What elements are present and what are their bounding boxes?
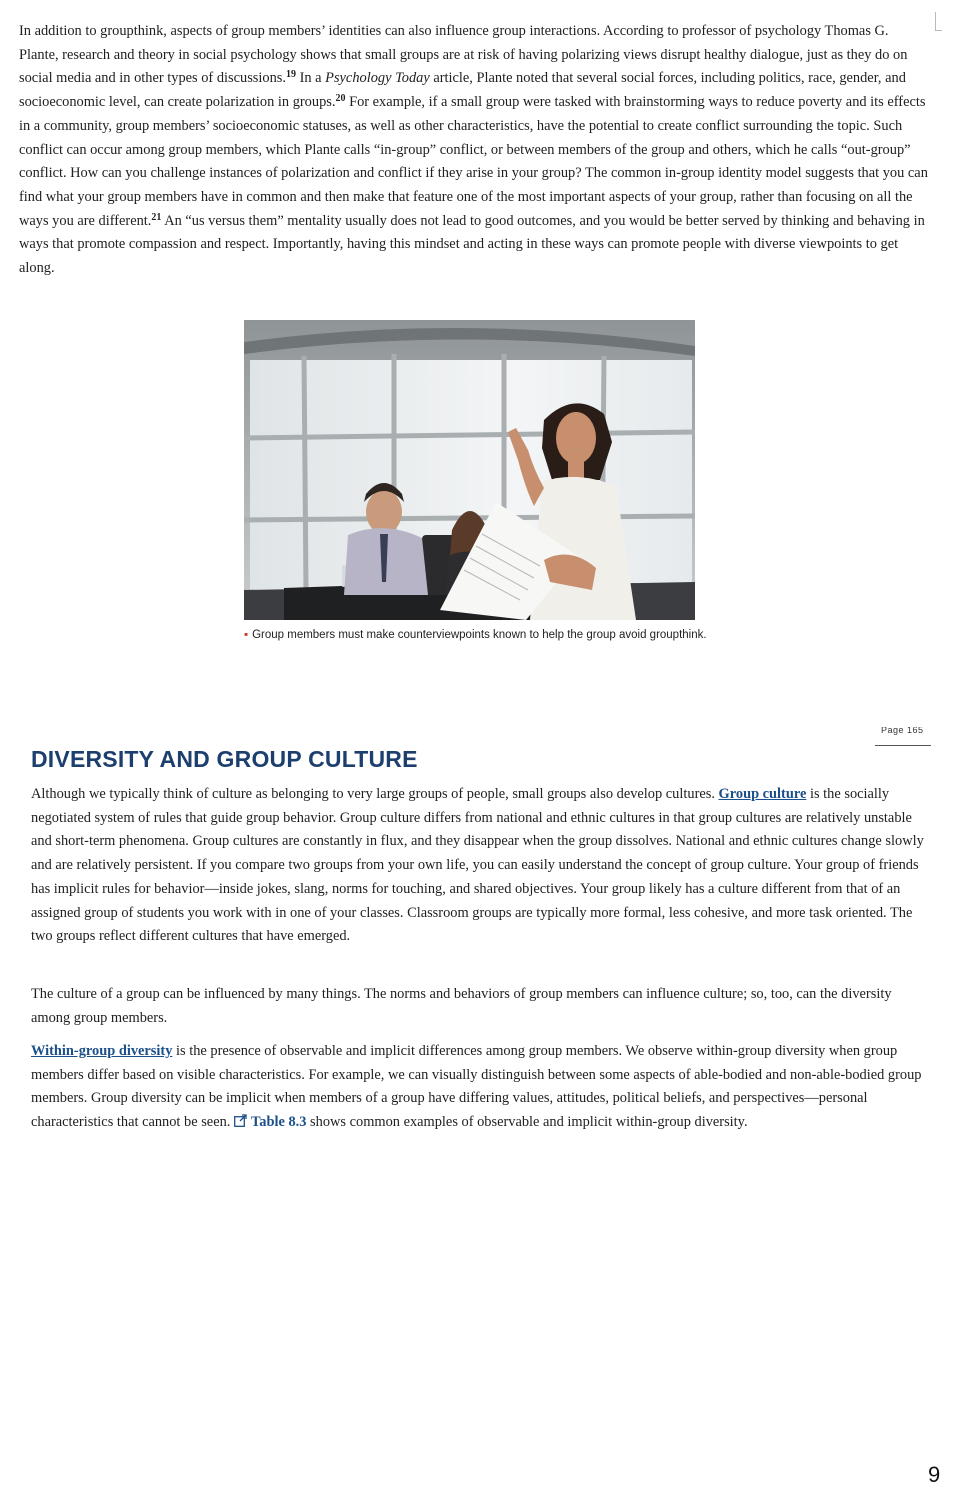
p1-journal-title: Psychology Today xyxy=(325,70,430,87)
p1-sentence-3: For example, if a small group were tasked with brainstorming ways to reduce poverty and its effects in a community, group members’ socioeconomic statuses, as well as other characteristics, have the potential to create conflict surrounding the topic. Such conflict can occur among group members, which Plante calls “in-group” conflict, or between members of the group and others, which he calls “out-group” conflict. How can you challenge instances of polarization and conflict if they arise in your group? The common in-group identity model suggests that you can find what your group members have in common and then make that feature one of the most important aspects of your group, rather than focusing on all the ways you are different. xyxy=(19,94,928,229)
caption-text: Group members must make counterviewpoints known to help the group avoid groupthink. xyxy=(252,629,707,641)
glossary-term-group-culture[interactable]: Group culture xyxy=(718,786,807,802)
table-8-3-link[interactable]: Table 8.3 xyxy=(250,1114,307,1131)
page-marker-label: Page 165 xyxy=(881,727,924,735)
paragraph-culture-influences: The culture of a group can be influenced by many things. The norms and behaviors of group members can influence culture; so, too, can the diversity among group members. xyxy=(31,986,892,1026)
caption-bullet: ▪ xyxy=(244,629,249,641)
glossary-term-within-group-diversity[interactable]: Within-group diversity xyxy=(31,1043,173,1059)
meeting-photo xyxy=(244,320,695,620)
page-number: 9 xyxy=(928,1462,941,1487)
page-marker xyxy=(875,727,931,746)
page-corner-mark xyxy=(935,12,942,31)
footnote-20[interactable]: 20 xyxy=(335,93,346,105)
footnote-19[interactable]: 19 xyxy=(285,69,296,81)
p1-sentence-1: In addition to groupthink, aspects of group members’ identities can also influence group interactions. According to professor of psychology Thomas G. Plante, research and theory in social psychology shows that small groups are at risk of having polarizing views disrupt healthy dialogue, just as they do on social media and in other types of discussions. xyxy=(19,23,908,87)
paragraph-groupthink-identities xyxy=(19,20,931,281)
p4-end: shows common examples of observable and implicit within-group diversity. xyxy=(306,1114,748,1131)
p2-intro: Although we typically think of culture as belonging to very large groups of people, small groups also develop cultures. xyxy=(31,786,719,802)
external-link-icon[interactable] xyxy=(234,1112,247,1125)
footnote-21[interactable]: 21 xyxy=(151,211,162,223)
p2-body: is the socially negotiated system of rules that guide group behavior. Group culture differs from national and ethnic cultures in that group cultures are relatively unstable and short-term phenomena. Group cultures are constantly in flux, and they disappear when the group dissolves. National and ethnic cultures change slowly and are relatively persistent. If you compare two groups from your own life, you can easily understand the concept of group culture. Your group of friends has implicit rules for behavior—inside jokes, slang, norms for touching, and shared objectives. Your group likely has a culture different from that of an assigned group of students you work with in one of your classes. Classroom groups are typically more formal, less cohesive, and more task oriented. The two groups reflect different cultures that have emerged. xyxy=(31,786,924,945)
p4-body: is the presence of observable and implicit differences among group members. We observe within-group diversity when group members differ based on visible characteristics. For example, we can visually distinguish between some aspects of able-bodied and non-able-bodied group members. Group diversity can be implicit when members of a group have differing values, attitudes, political beliefs, and perspectives—personal characteristics that cannot be seen. xyxy=(31,1043,922,1131)
paragraph-within-group-diversity xyxy=(31,1040,931,1135)
p1-sentence-2b: article, Plante noted that several social forces, including politics, race, gender, and socioeconomic level, can create polarization in groups. xyxy=(19,70,906,111)
figure-caption xyxy=(244,626,714,645)
section-heading: DIVERSITY AND GROUP CULTURE xyxy=(31,746,418,772)
paragraph-group-culture xyxy=(31,783,931,949)
p1-sentence-2a: In a xyxy=(295,70,326,87)
p1-sentence-4: An “us versus them” mentality usually does not lead to good outcomes, and you would be better served by thinking and behaving in ways that promote compassion and respect. Importantly, having this mindset and acting in these ways can promote people with diverse viewpoints to get along. xyxy=(19,212,925,277)
